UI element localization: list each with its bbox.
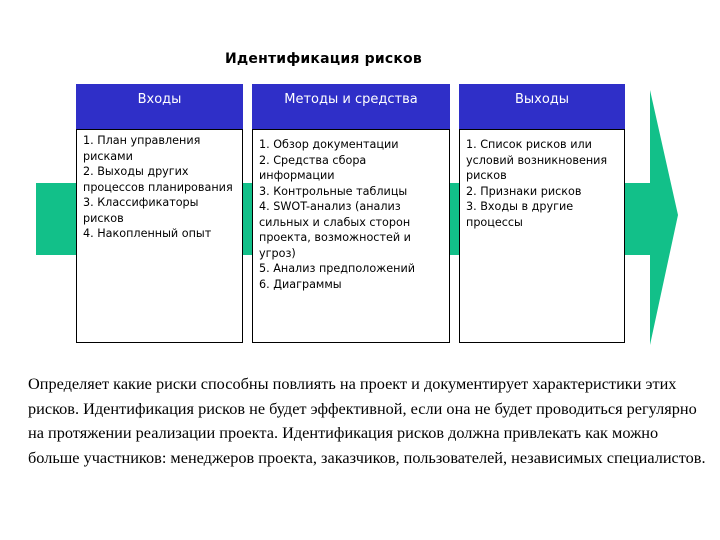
header-inputs: [76, 84, 243, 129]
list-item: 3. Входы в другие процессы: [466, 200, 574, 229]
description-text: Определяет какие риски способны повлиять на проект и документирует характеристики этих рисков. Идентификация рисков не будет эффективной, если она не будет проводиться регулярно на протяжении реализации проекта. Идентификация рисков должна привлекать как можно больше участников: менеджеров проекта, заказчиков, пользователей, независимых специалистов.: [28, 374, 706, 467]
list-item: 3. Классификаторы рисков: [83, 196, 199, 225]
header-methods-label: Методы и средства: [284, 92, 418, 107]
list-item: 6. Диаграммы: [259, 277, 342, 291]
box-outputs: [459, 129, 625, 343]
header-outputs: [459, 84, 625, 129]
header-inputs-label: Входы: [137, 92, 182, 107]
header-methods: [252, 84, 450, 129]
list-item: 4. SWOT-анализ (анализ сильных и слабых сторон проекта, возможностей и угроз): [259, 200, 411, 260]
list-item: 2. Средства сбора информации: [259, 153, 367, 182]
header-outputs-label: Выходы: [514, 92, 570, 107]
diagram-title: Идентификация рисков: [225, 51, 422, 67]
list-item: 3. Контрольные таблицы: [259, 184, 408, 198]
list-item: 5. Анализ предположений: [259, 262, 415, 275]
methods-list: [259, 137, 444, 292]
box-methods: [252, 129, 450, 343]
outputs-list: [466, 137, 619, 230]
box-inputs: [76, 129, 243, 343]
list-item: 1. Список рисков или условий возникновения рисков: [466, 138, 608, 182]
list-item: 2. Выходы других процессов планирования: [83, 165, 233, 194]
inputs-list: [83, 133, 237, 242]
list-item: 1. Обзор документации: [259, 138, 399, 151]
list-item: 1. План управления рисками: [83, 134, 201, 163]
list-item: 2. Признаки рисков: [466, 184, 582, 198]
list-item: 4. Накопленный опыт: [83, 227, 212, 240]
